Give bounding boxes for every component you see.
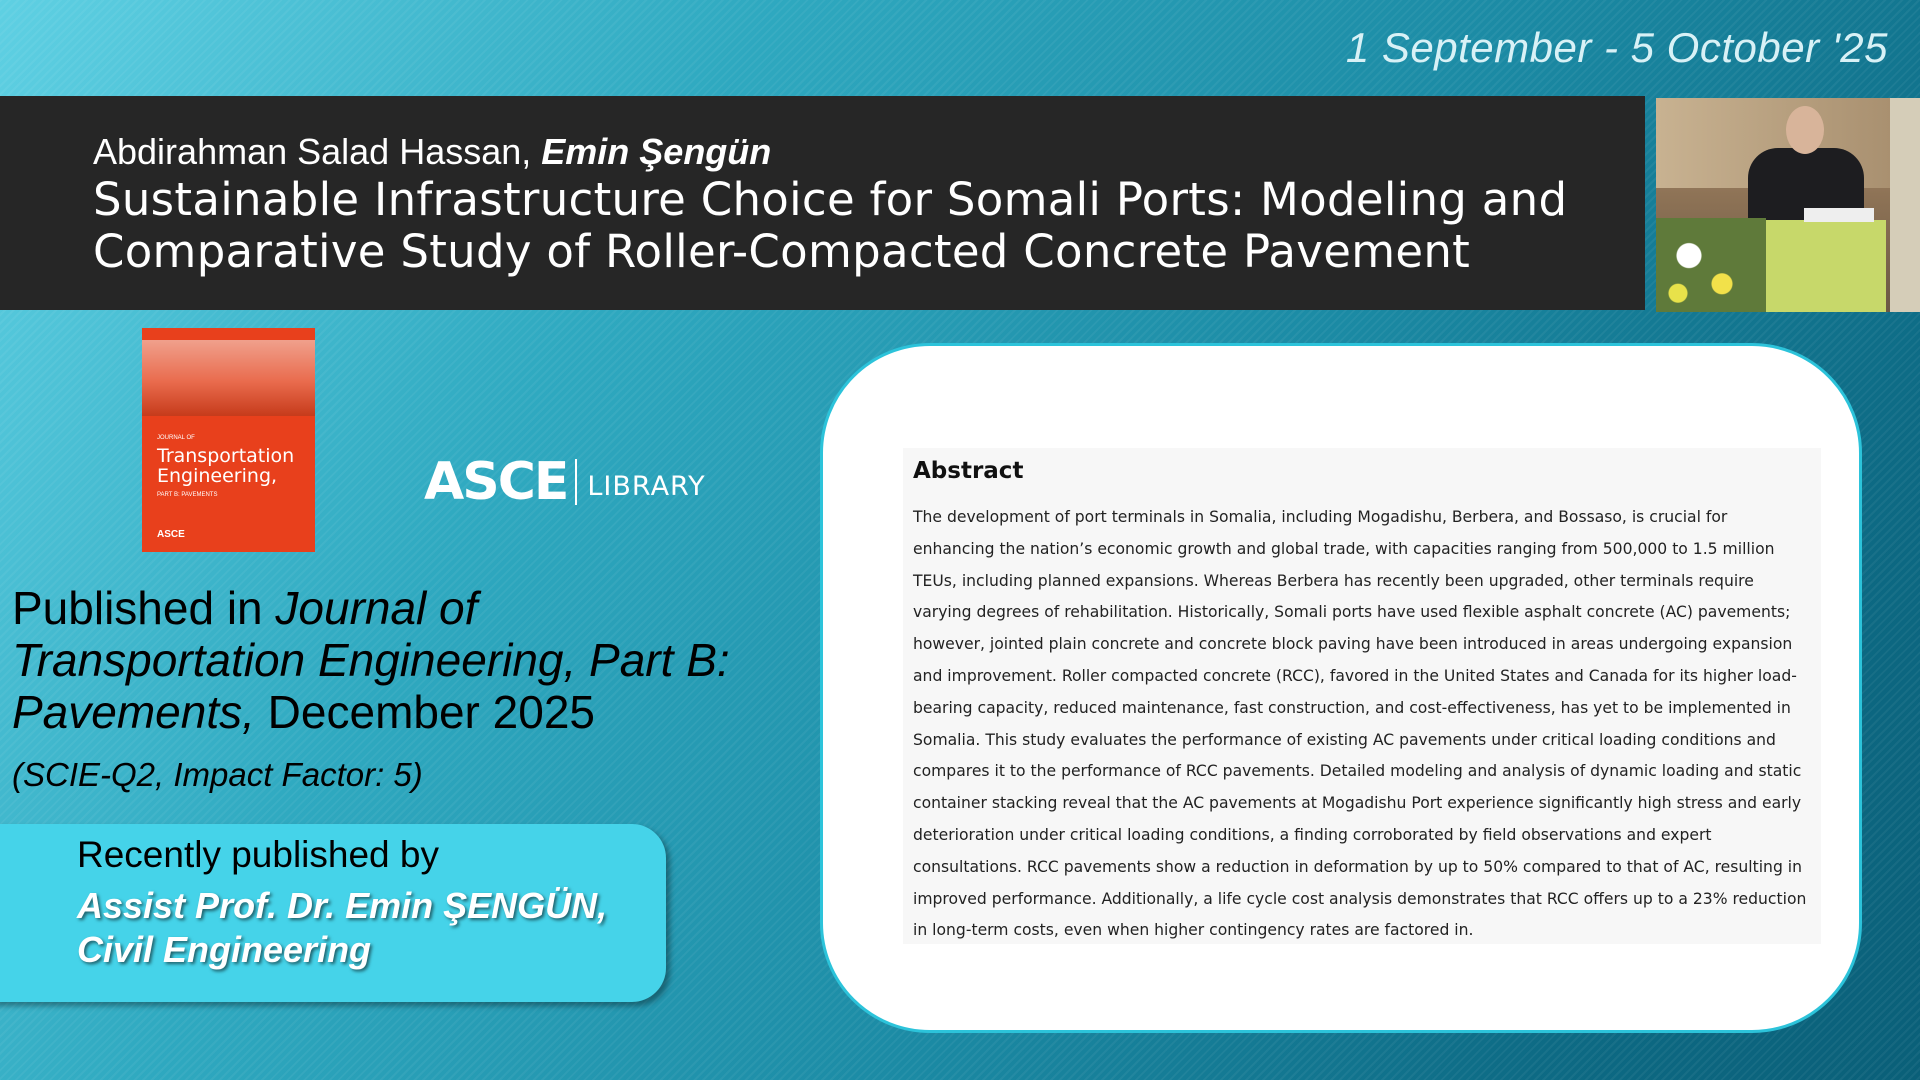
abstract-card: [820, 343, 1862, 1033]
speaker-head: [1786, 106, 1824, 154]
asce-logo-brand: ASCE: [424, 452, 568, 512]
callout-heading: Recently published by: [77, 834, 439, 875]
abstract-text: The development of port terminals in Somalia, including Mogadishu, Berbera, and Bossaso, is crucial for enhancing the nation’s economic growth and global trade, with capacities ranging from 500,000 to 1.5 million TEUs, including planned expansions. Whereas Berbera has recently been upgraded, other terminals require varying degrees of rehabilitation. Historically, Somali ports have used flexible asphalt concrete (AC) pavements; however, jointed plain concrete and concrete block paving have been introduced in areas undergoing expansion and improvement. Roller compacted concrete (RCC), favored in the United States and Canada for its higher load-bearing capacity, reduced maintenance, fast construction, and cost-effectiveness, has yet to be implemented in Somalia. This study evaluates the performance of existing AC pavements under critical loading conditions and compares it to the performance of RCC pavements. Detailed modeling and analysis of dynamic loading and static container stacking reveal that the AC pavements at Mogadishu Port experience significantly high stress and early deterioration under critical loading conditions, a finding corroborated by field observations and expert consultations. RCC pavements show a reduction in deformation by up to 50% compared to that of AC, resulting in improved performance. Additionally, a life cycle cost analysis demonstrates that RCC offers up to a 23% reduction in long-term costs, even when higher contingency rates are factored in.: [913, 508, 1807, 940]
speaker-photo: [1656, 98, 1920, 312]
publication-date: December 2025: [254, 686, 595, 738]
journal-cover-image: [142, 328, 315, 552]
asce-library-logo: [424, 452, 706, 512]
main-author: Emin Şengün: [541, 131, 772, 172]
logo-divider: [575, 459, 577, 505]
date-range: 1 September - 5 October '25: [1345, 24, 1888, 71]
podium: [1756, 220, 1886, 312]
flowers: [1656, 218, 1766, 312]
authors-plain: Abdirahman Salad Hassan,: [93, 131, 542, 172]
abstract-heading: Abstract: [913, 458, 1024, 484]
authors: [93, 132, 1645, 172]
title-band: [0, 96, 1645, 310]
cover-photo-strip: [142, 340, 315, 416]
cover-title: Transportation Engineering,: [157, 445, 295, 487]
callout-department: Civil Engineering: [77, 929, 372, 970]
impact-factor: (SCIE-Q2, Impact Factor: 5): [12, 756, 423, 793]
author-callout: [0, 824, 666, 1002]
cover-small-text: JOURNAL OF: [157, 435, 195, 441]
abstract-box: [903, 448, 1821, 944]
callout-author-name: Assist Prof. Dr. Emin ŞENGÜN,: [77, 885, 608, 926]
publication-statement: [12, 582, 732, 738]
publication-journal: Journal of Transportation Engineering, Part B: Pavements,: [12, 582, 730, 738]
publication-prefix: Published in: [12, 582, 276, 634]
paper-title: Sustainable Infrastructure Choice for Somali Ports: Modeling and Comparative Study of Roller-Compacted Concrete Pavement: [93, 173, 1568, 278]
cover-part: PART B: PAVEMENTS: [157, 492, 218, 498]
asce-logo-suffix: LIBRARY: [587, 470, 706, 502]
cover-publisher: ASCE: [157, 529, 185, 540]
podium-name-plate: [1804, 208, 1874, 222]
photo-curtain: [1890, 98, 1920, 312]
callout-author: [77, 884, 657, 972]
